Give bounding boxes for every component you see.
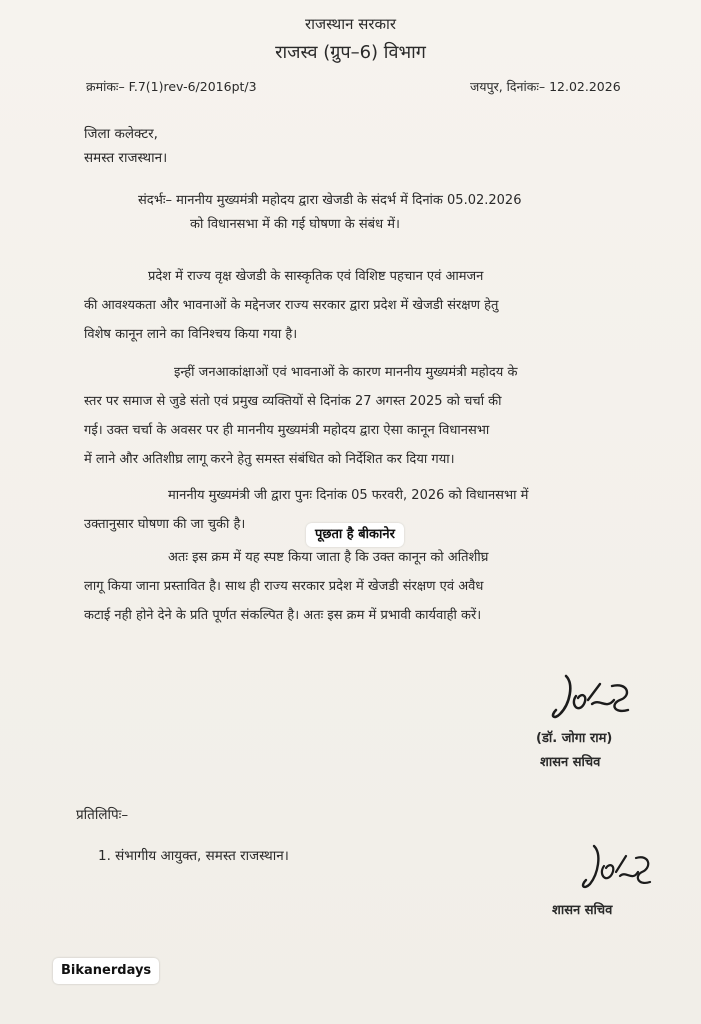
subject-line-1: संदर्भः– माननीय मुख्यमंत्री महोदय द्वारा खेजडी के संदर्भ में दिनांक 05.02.2026 [138,193,522,208]
body-paragraph-2 [84,358,650,474]
subject-line-2: को विधानसभा में की गई घोषणा के संबंध में। [190,217,400,232]
overlay-caption-badge: पूछता है बीकानेर [306,523,404,547]
paragraph-line: उक्तानुसार घोषणा की जा चुकी है। [84,517,246,532]
addressee-line-2: समस्त राजस्थान। [84,150,168,166]
watermark-label: Bikanerdays [53,958,159,984]
copy-heading: प्रतिलिपिः– [76,807,129,823]
reference-number: क्रमांकः– F.7(1)rev-6/2016pt/3 [86,79,257,94]
department-name: राजस्व (ग्रुप–6) विभाग [275,42,426,63]
paragraph-line: इन्हीं जनआकांक्षाओं एवं भावनाओं के कारण माननीय मुख्यमंत्री महोदय के [174,365,518,380]
body-paragraph-4 [84,543,650,630]
paragraph-line: कटाई नही होने देने के प्रति पूर्णत संकल्पित है। अतः इस क्रम में प्रभावी कार्यवाही करें। [84,608,482,623]
paragraph-line: की आवश्यकता और भावनाओं के मद्देनजर राज्य सरकार द्वारा प्रदेश में खेजडी संरक्षण हेतु [84,298,499,313]
paragraph-line: माननीय मुख्यमंत्री जी द्वारा पुनः दिनांक 05 फरवरी, 2026 को विधानसभा में [168,488,529,503]
signatory-title: शासन सचिव [540,755,601,770]
paragraph-line: में लाने और अतिशीघ्र लागू करने हेतु समस्त संबंधित को निर्देशित कर दिया गया। [84,452,455,467]
paragraph-line: विशेष कानून लाने का विनिश्चय किया गया है। [84,327,298,342]
paragraph-line: प्रदेश में राज्य वृक्ष खेजडी के सास्कृतिक एवं विशिष्ट पहचान एवं आमजन [148,269,484,284]
copy-signatory-title: शासन सचिव [552,903,613,918]
handwritten-signature [548,670,638,730]
paragraph-line: अतः इस क्रम में यह स्पष्ट किया जाता है कि उक्त कानून को अतिशीघ्र [168,550,489,565]
government-name: राजस्थान सरकार [304,15,397,33]
copy-list-item: 1. संभागीय आयुक्त, समस्त राजस्थान। [98,848,289,864]
letter-date: जयपुर, दिनांकः– 12.02.2026 [470,79,621,94]
paragraph-line: लागू किया जाना प्रस्तावित है। साथ ही राज्य सरकार प्रदेश में खेजडी संरक्षण एवं अवैध [84,579,484,594]
paragraph-line: गई। उक्त चर्चा के अवसर पर ही माननीय मुख्यमंत्री महोदय द्वारा ऐसा कानून विधानसभा [84,423,490,438]
addressee-line-1: जिला कलेक्टर, [84,126,158,142]
paragraph-line: स्तर पर समाज से जुडे संतो एवं प्रमुख व्यक्तियों से दिनांक 27 अगस्त 2025 को चर्चा की [84,394,502,409]
body-paragraph-1 [84,262,650,349]
signatory-name: (डॉ. जोगा राम) [536,731,613,746]
handwritten-signature-2 [580,842,652,900]
